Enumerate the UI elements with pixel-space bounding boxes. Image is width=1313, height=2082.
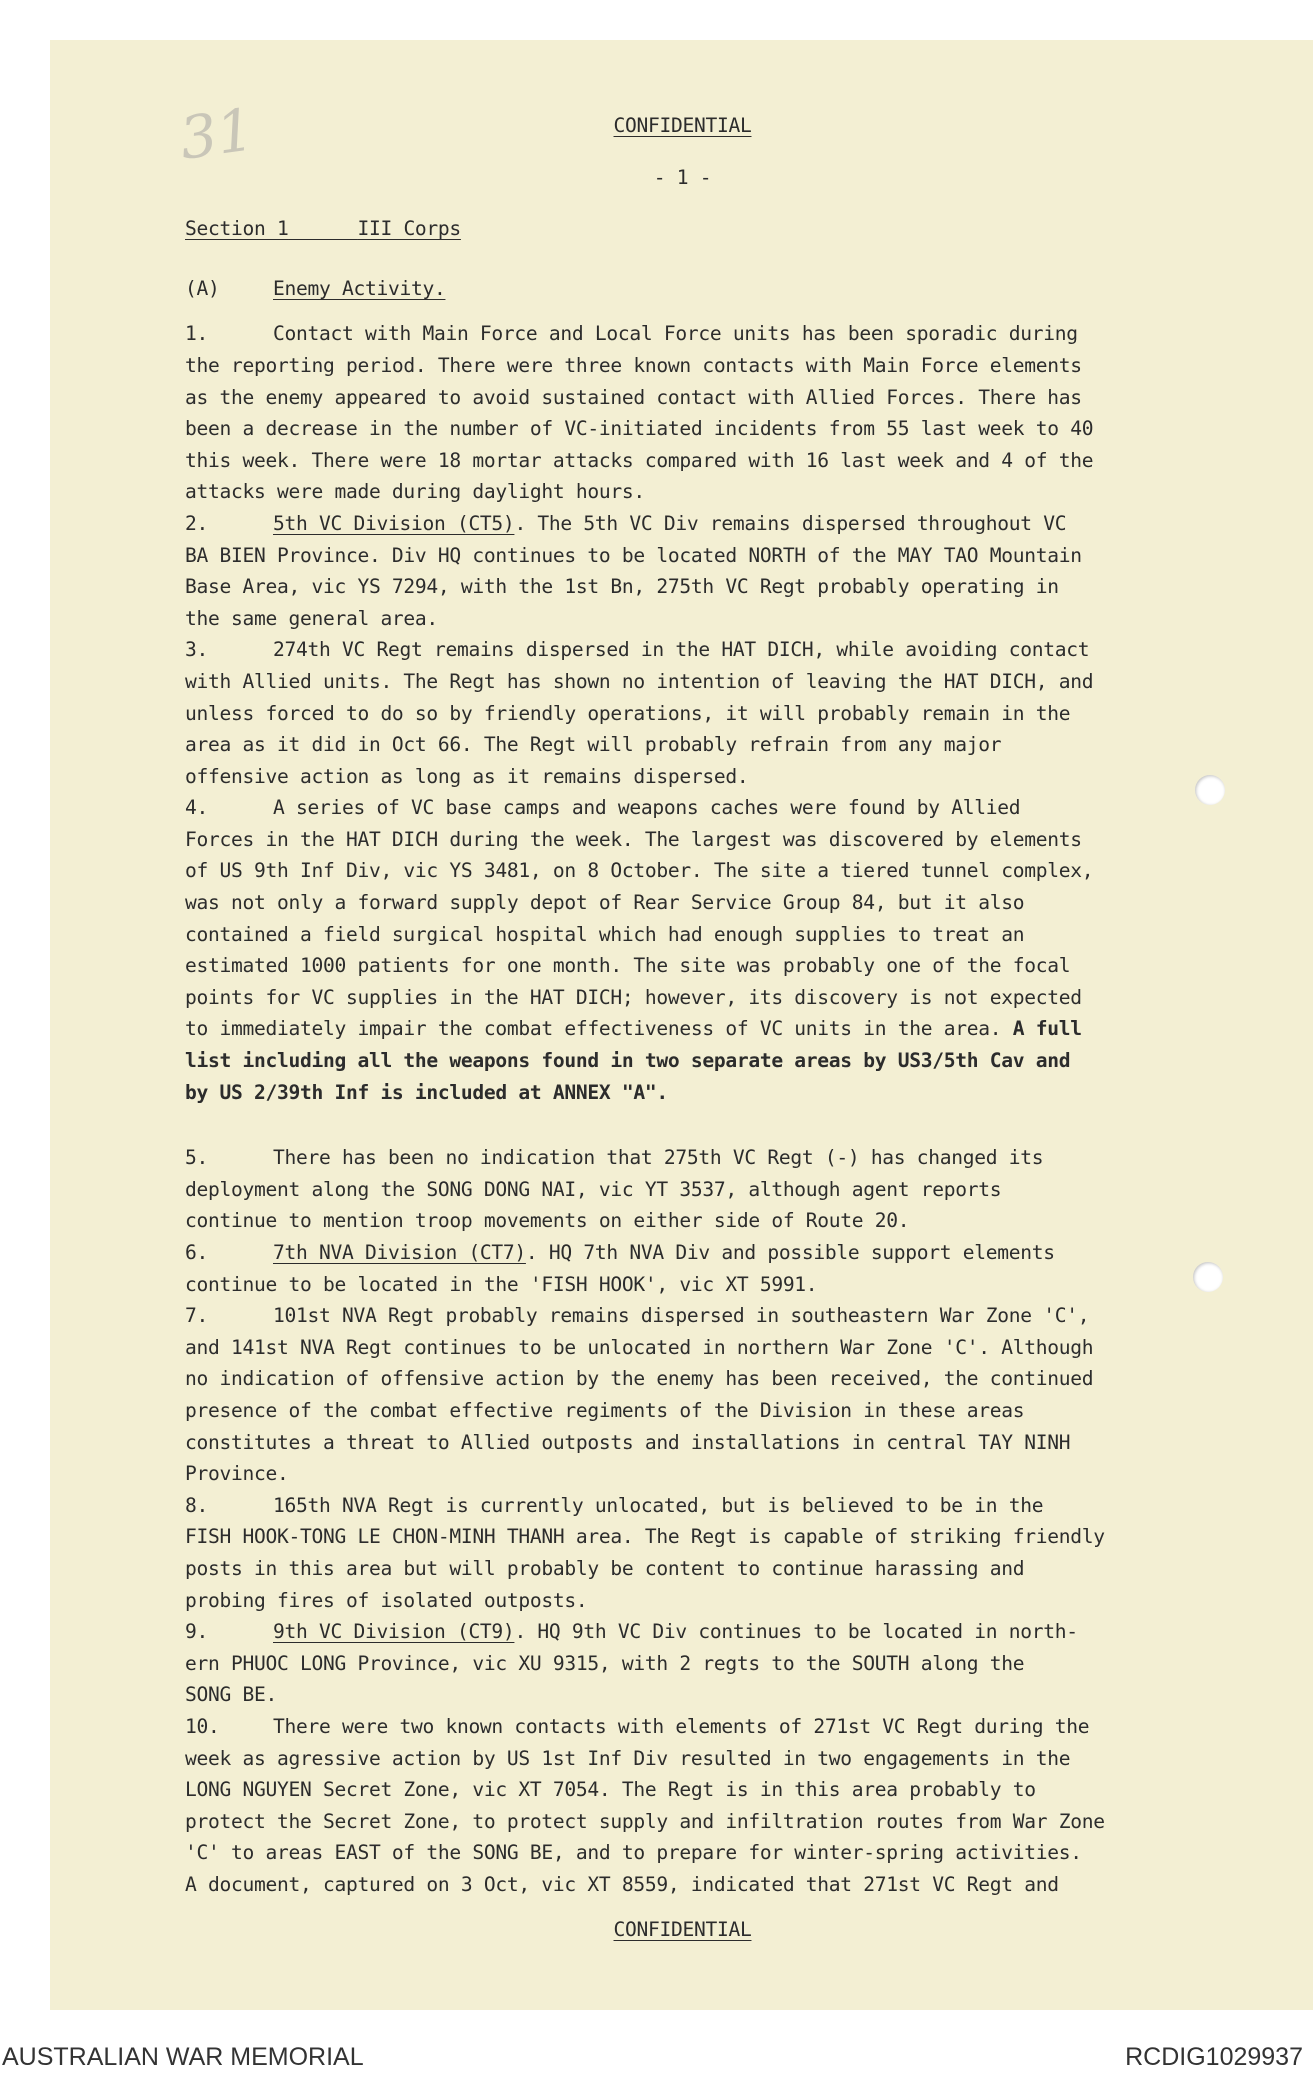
paragraph-line: and 141st NVA Regt continues to be unlocated in northern War Zone 'C'. Although bbox=[185, 1335, 1094, 1359]
paragraph-1 bbox=[185, 318, 1180, 508]
pencil-annotation: 31 bbox=[175, 95, 259, 173]
paragraph-line: ern PHUOC LONG Province, vic XU 9315, with 2 regts to the SOUTH along the bbox=[185, 1651, 1025, 1675]
punch-hole bbox=[1195, 775, 1225, 805]
paragraph-line: presence of the combat effective regiments of the Division in these areas bbox=[185, 1398, 1025, 1422]
punch-hole bbox=[1193, 1262, 1223, 1292]
paragraph-number: 8. bbox=[185, 1493, 208, 1517]
paragraph-line: 274th VC Regt remains dispersed in the HAT DICH, while avoiding contact bbox=[273, 638, 1090, 662]
classification-header: CONFIDENTIAL bbox=[613, 114, 752, 137]
page-number: - 1 - bbox=[653, 165, 712, 189]
paragraph-line: area as it did in Oct 66. The Regt will probably refrain from any major bbox=[185, 733, 1002, 757]
paragraph-line: no indication of offensive action by the enemy has been received, the continued bbox=[185, 1367, 1094, 1391]
paragraph-line: to immediately impair the combat effectiveness of VC units in the area. bbox=[185, 1017, 1002, 1041]
paragraph-7 bbox=[185, 1300, 1180, 1490]
paragraph-line: There were two known contacts with elements of 271st VC Regt during the bbox=[273, 1714, 1090, 1738]
paragraph-line: attacks were made during daylight hours. bbox=[185, 480, 645, 504]
paragraph-line: estimated 1000 patients for one month. The site was probably one of the focal bbox=[185, 954, 1071, 978]
paragraph-line: contained a field surgical hospital which had enough supplies to treat an bbox=[185, 922, 1025, 946]
paragraph-5 bbox=[185, 1142, 1180, 1237]
paragraph-line: . The 5th VC Div remains dispersed throughout VC bbox=[514, 511, 1067, 535]
section-label: Section 1 bbox=[185, 217, 289, 241]
paragraph-line: continue to mention troop movements on either side of Route 20. bbox=[185, 1209, 910, 1233]
paragraph-number: 1. bbox=[185, 322, 208, 346]
paragraph-line: FISH HOOK-TONG LE CHON-MINH THANH area. The Regt is capable of striking friendly bbox=[185, 1525, 1105, 1549]
paragraph-number: 10. bbox=[185, 1714, 220, 1738]
paragraph-6 bbox=[185, 1237, 1180, 1300]
paragraph-line: deployment along the SONG DONG NAI, vic YT 3537, although agent reports bbox=[185, 1177, 1002, 1201]
annex-note: A full bbox=[1001, 1017, 1082, 1041]
paragraph-line: this week. There were 18 mortar attacks compared with 16 last week and 4 of the bbox=[185, 448, 1094, 472]
paragraph-number: 9. bbox=[185, 1620, 208, 1644]
paragraph-9 bbox=[185, 1616, 1180, 1711]
paragraph-number: 5. bbox=[185, 1146, 208, 1170]
paragraph-line: A series of VC base camps and weapons caches were found by Allied bbox=[273, 796, 1021, 820]
paragraph-line: . HQ 7th NVA Div and possible support elements bbox=[525, 1241, 1055, 1264]
paragraph-number: 3. bbox=[185, 638, 208, 662]
paragraph-line: . HQ 9th VC Div continues to be located in north- bbox=[514, 1620, 1078, 1644]
paragraph-line: points for VC supplies in the HAT DICH; however, its discovery is not expected bbox=[185, 985, 1082, 1009]
paragraph-line: constitutes a threat to Allied outposts and installations in central TAY NINH bbox=[185, 1430, 1071, 1454]
paragraph-line: with Allied units. The Regt has shown no intention of leaving the HAT DICH, and bbox=[185, 669, 1094, 693]
division-heading: 5th VC Division (CT5) bbox=[273, 511, 515, 535]
paragraph-line: Base Area, vic YS 7294, with the 1st Bn, 275th VC Regt probably operating in bbox=[185, 575, 1059, 599]
paragraph-number: 6. bbox=[185, 1241, 208, 1264]
paragraph-line: A document, captured on 3 Oct, vic XT 8559, indicated that 271st VC Regt and bbox=[185, 1872, 1059, 1896]
division-heading: 7th NVA Division (CT7) bbox=[273, 1241, 526, 1264]
paragraph-line: SONG BE. bbox=[185, 1683, 277, 1707]
paragraph-line: Forces in the HAT DICH during the week. The largest was discovered by elements bbox=[185, 827, 1082, 851]
paragraph-line: BA BIEN Province. Div HQ continues to be located NORTH of the MAY TAO Mountain bbox=[185, 543, 1082, 567]
paragraph-line: the same general area. bbox=[185, 606, 438, 630]
subsection-letter: (A) bbox=[185, 276, 220, 300]
paragraph-number: 7. bbox=[185, 1304, 208, 1328]
paragraph-line: the reporting period. There were three known contacts with Main Force elements bbox=[185, 353, 1082, 377]
paragraph-2 bbox=[185, 508, 1180, 634]
paragraph-number: 4. bbox=[185, 796, 208, 820]
paragraph-line: Contact with Main Force and Local Force units has been sporadic during bbox=[273, 322, 1078, 346]
paragraph-line: continue to be located in the 'FISH HOOK', vic XT 5991. bbox=[185, 1272, 818, 1296]
paragraph-4 bbox=[185, 792, 1180, 1108]
paragraph-line: probing fires of isolated outposts. bbox=[185, 1588, 588, 1612]
record-id: RCDIG1029937 bbox=[1125, 2043, 1303, 2071]
paragraph-line: was not only a forward supply depot of Rear Service Group 84, but it also bbox=[185, 891, 1025, 915]
institution-label: AUSTRALIAN WAR MEMORIAL bbox=[2, 2043, 364, 2071]
classification-footer: CONFIDENTIAL bbox=[613, 1918, 752, 1942]
paragraph-line: offensive action as long as it remains dispersed. bbox=[185, 764, 749, 788]
paragraph-line: as the enemy appeared to avoid sustained contact with Allied Forces. There has bbox=[185, 385, 1082, 409]
paragraph-line: of US 9th Inf Div, vic YS 3481, on 8 October. The site a tiered tunnel complex, bbox=[185, 859, 1094, 883]
annex-note: list including all the weapons found in two separate areas by US3/5th Cav and bbox=[185, 1049, 1071, 1073]
paragraph-line: week as agressive action by US 1st Inf Div resulted in two engagements in the bbox=[185, 1746, 1071, 1770]
paragraph-line: posts in this area but will probably be content to continue harassing and bbox=[185, 1556, 1025, 1580]
annex-note: by US 2/39th Inf is included at ANNEX "A". bbox=[185, 1080, 668, 1104]
section-title: III Corps bbox=[357, 217, 461, 241]
subsection-title: Enemy Activity. bbox=[273, 276, 446, 300]
division-heading: 9th VC Division (CT9) bbox=[273, 1620, 515, 1644]
subsection-heading bbox=[185, 273, 1180, 305]
archive-footer bbox=[0, 2017, 1313, 2082]
paragraph-line: There has been no indication that 275th VC Regt (-) has changed its bbox=[273, 1146, 1044, 1170]
section-heading bbox=[185, 213, 1180, 245]
paragraph-line: protect the Secret Zone, to protect supply and infiltration routes from War Zone bbox=[185, 1809, 1105, 1833]
paragraph-8 bbox=[185, 1490, 1180, 1616]
paragraph-line: 'C' to areas EAST of the SONG BE, and to prepare for winter-spring activities. bbox=[185, 1841, 1082, 1865]
paragraph-line: Province. bbox=[185, 1462, 289, 1486]
paragraph-line: LONG NGUYEN Secret Zone, vic XT 7054. The Regt is in this area probably to bbox=[185, 1778, 1036, 1802]
paragraph-line: been a decrease in the number of VC-initiated incidents from 55 last week to 40 bbox=[185, 417, 1094, 441]
paragraph-line: 165th NVA Regt is currently unlocated, but is believed to be in the bbox=[273, 1493, 1044, 1517]
paragraph-3 bbox=[185, 634, 1180, 792]
document-body bbox=[185, 110, 1180, 1946]
paragraph-line: 101st NVA Regt probably remains dispersed in southeastern War Zone 'C', bbox=[273, 1304, 1090, 1328]
paragraph-number: 2. bbox=[185, 511, 208, 535]
paragraph-10 bbox=[185, 1711, 1180, 1901]
paragraph-line: unless forced to do so by friendly operations, it will probably remain in the bbox=[185, 701, 1071, 725]
